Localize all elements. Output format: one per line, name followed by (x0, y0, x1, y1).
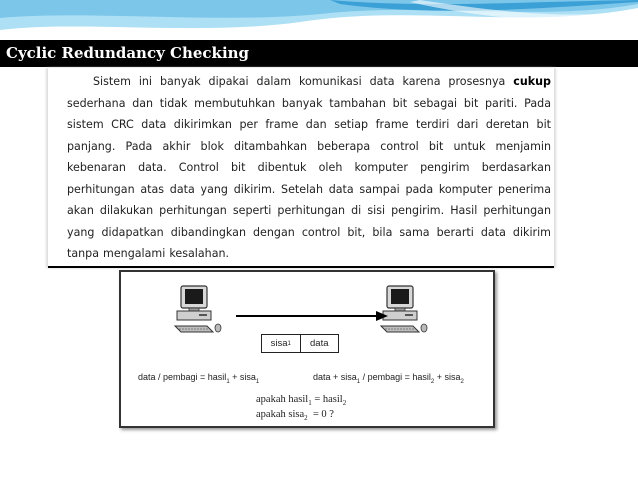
paragraph-text-rest: sederhana dan tidak membutuhkan banyak tambahan bit sebagai bit pariti. Pada sistem CRC data dikirimkan per frame dan setiap frame terdiri dari deretan bit panjang. Pada akhir blok ditambahkan beberapa control bit untuk menjamin kebenaran data. Control bit dibentuk oleh komputer pengirim berdasarkan perhitungan atas data yang dikirim. Setelah data sampai pada komputer penerima akan dilakukan perhitungan seperti perhitungan di sisi pengirim. Hasil perhitungan yang didapatkan dibandingkan dengan control bit, bila sama berarti data dikirim tanpa mengalami kesalahan. (67, 96, 551, 260)
verification-questions (256, 394, 346, 424)
sender-equation: data / pembagi = hasil$_1$ + sisa$_1$ (138, 372, 260, 385)
paragraph-text-start: Sistem ini banyak dipakai dalam komunikasi data karena prosesnya (93, 75, 514, 88)
frame-remainder-cell: sisa 1 (262, 335, 301, 352)
receiver-equation: data + sisa$_1$ / pembagi = hasil$_2$ + sisa$_2$ (313, 372, 464, 385)
transmit-arrow (236, 310, 388, 322)
slide-title: Cyclic Redundancy Checking (0, 40, 638, 67)
frame-data-cell: data (310, 338, 329, 349)
question-sisa: apakah sisa$_2$ = 0 ? (256, 409, 334, 423)
text-panel (48, 68, 554, 268)
header-wave-decoration (0, 0, 638, 40)
paragraph-bold-word: cukup (513, 75, 551, 88)
crc-description (67, 71, 551, 265)
question-hasil: apakah hasil$_1$ = hasil$_2$ (256, 394, 347, 408)
computer-icon (173, 284, 225, 336)
crc-frame (261, 334, 339, 353)
crc-diagram (119, 270, 495, 428)
